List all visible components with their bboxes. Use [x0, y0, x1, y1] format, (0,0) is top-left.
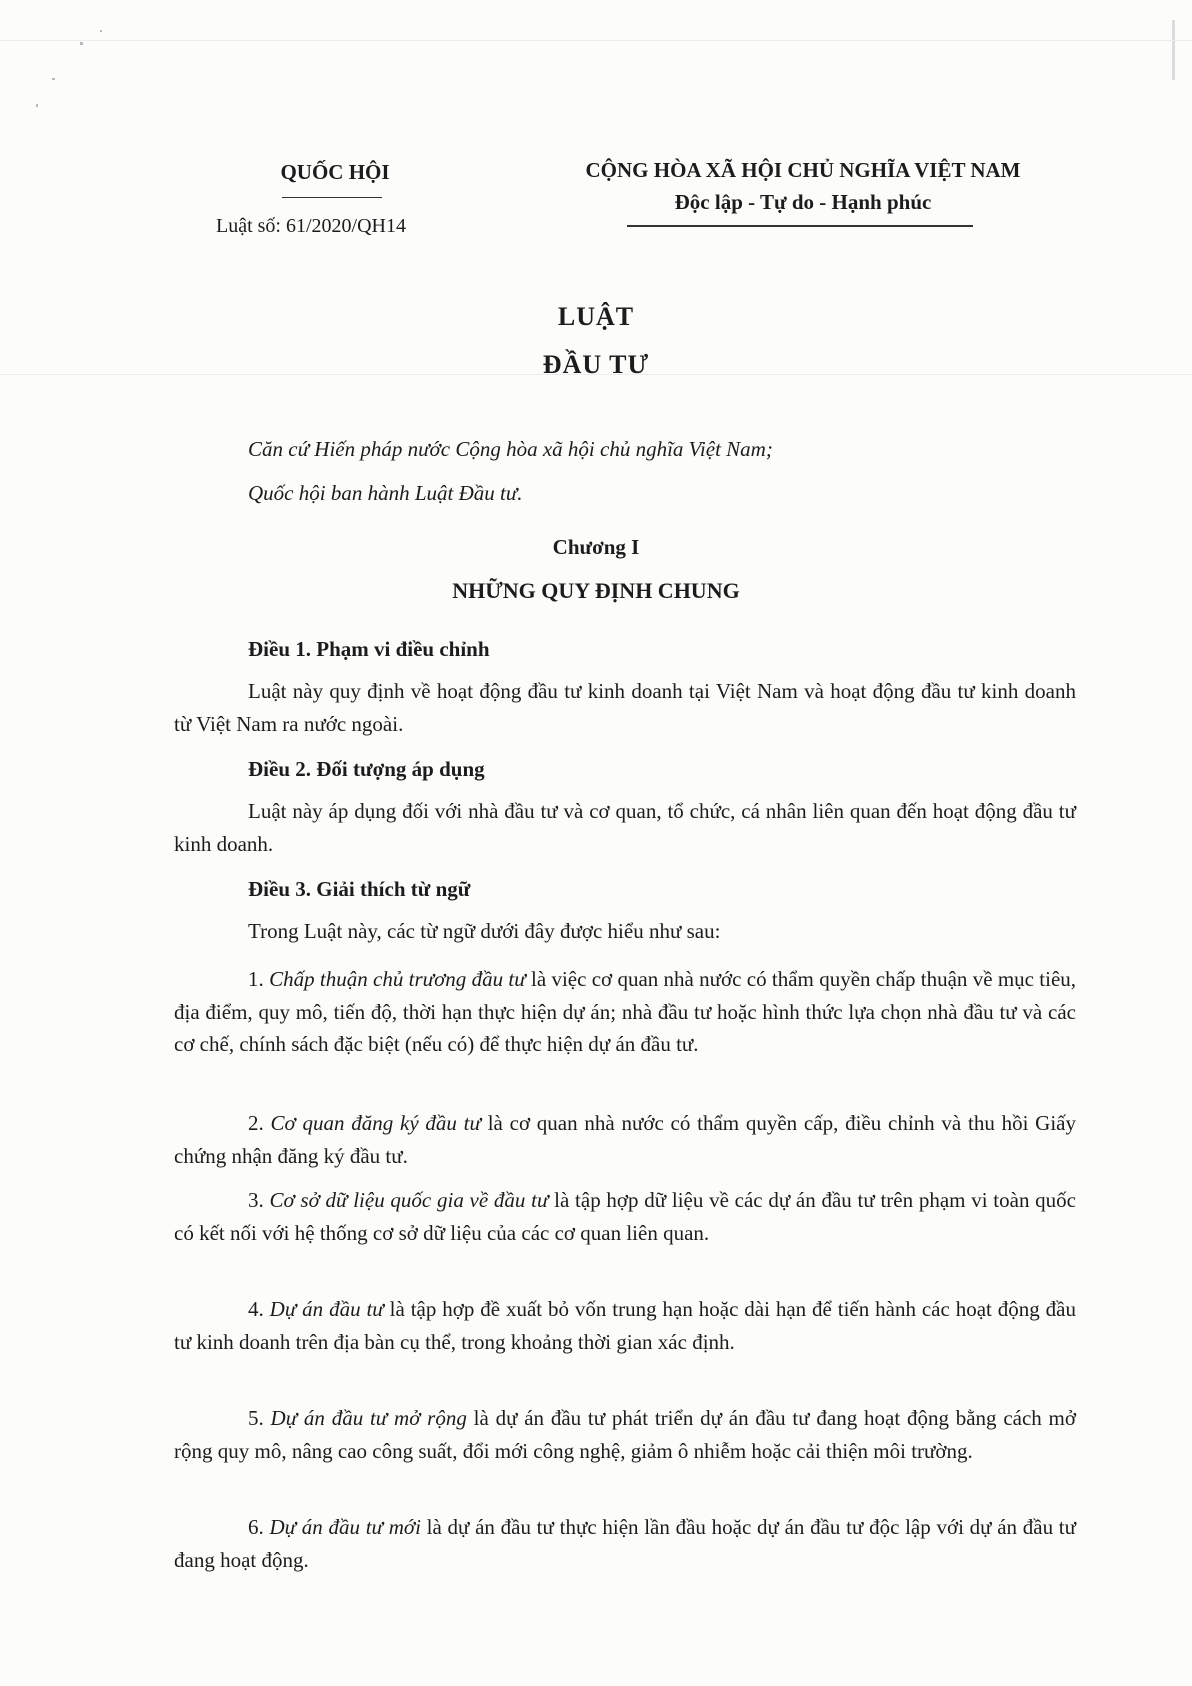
definition-text: là cơ quan nhà nước có thẩm quyền cấp, điều chỉnh và thu hồi Giấy chứng nhận đăng ký đầu tư.: [174, 1111, 1076, 1168]
scan-speck: [1172, 20, 1175, 80]
definition-item: [174, 1293, 1076, 1358]
definition-number: 6.: [248, 1515, 270, 1539]
issuing-agency: QUỐC HỘI: [280, 160, 390, 184]
definition-text: là dự án đầu tư phát triển dự án đầu tư đang hoạt động bằng cách mở rộng quy mô, nâng cao công suất, đổi mới công nghệ, giảm ô nhiễm hoặc cải thiện môi trường.: [174, 1406, 1076, 1463]
article-text: Luật này quy định về hoạt động đầu tư kinh doanh tại Việt Nam và hoạt động đầu tư kinh doanh từ Việt Nam ra nước ngoài.: [174, 679, 1076, 736]
definition-text: là dự án đầu tư thực hiện lần đầu hoặc dự án đầu tư độc lập với dự án đầu tư đang hoạt động.: [174, 1515, 1076, 1572]
article-intro: Trong Luật này, các từ ngữ dưới đây được hiểu như sau:: [248, 919, 721, 943]
preamble-line: Căn cứ Hiến pháp nước Cộng hòa xã hội chủ nghĩa Việt Nam;: [248, 437, 773, 461]
definition-item: [174, 1402, 1076, 1467]
chapter-number: Chương I: [552, 535, 640, 559]
scan-line: [0, 40, 1192, 41]
definition-item: [174, 1107, 1076, 1172]
definition-number: 3.: [248, 1188, 270, 1212]
definition-number: 4.: [248, 1297, 270, 1321]
definition-term: Dự án đầu tư mở rộng: [270, 1406, 467, 1430]
scan-speck: [80, 42, 83, 45]
article-text: Luật này áp dụng đối với nhà đầu tư và cơ quan, tổ chức, cá nhân liên quan đến hoạt động đầu tư kinh doanh.: [174, 799, 1076, 856]
article-heading: Điều 2. Đối tượng áp dụng: [248, 757, 485, 781]
article-heading: Điều 3. Giải thích từ ngữ: [248, 877, 471, 901]
chapter-name: NHỮNG QUY ĐỊNH CHUNG: [452, 578, 740, 603]
definition-term: Dự án đầu tư mới: [269, 1515, 421, 1539]
definition-number: 1.: [248, 967, 270, 991]
definition-number: 5.: [248, 1406, 271, 1430]
definition-text: là tập hợp đề xuất bỏ vốn trung hạn hoặc dài hạn để tiến hành các hoạt động đầu tư kinh doanh trên địa bàn cụ thể, trong khoảng thời gian xác định.: [174, 1297, 1076, 1354]
definition-term: Cơ sở dữ liệu quốc gia về đầu tư: [269, 1188, 549, 1212]
law-number: Luật số: 61/2020/QH14: [216, 215, 406, 237]
definition-term: Cơ quan đăng ký đầu tư: [270, 1111, 481, 1135]
definition-number: 2.: [248, 1111, 271, 1135]
scan-speck: [36, 104, 38, 107]
preamble-line: Quốc hội ban hành Luật Đầu tư.: [248, 481, 523, 505]
definition-item: [174, 963, 1076, 1061]
motto-underline: [627, 225, 973, 227]
scan-speck: [100, 30, 102, 32]
definition-text: là việc cơ quan nhà nước có thẩm quyền chấp thuận về mục tiêu, địa điểm, quy mô, tiến độ, thời hạn thực hiện dự án; nhà đầu tư hoặc hình thức lựa chọn nhà đầu tư và các cơ chế, chính sách đặc biệt (nếu có) để thực hiện dự án đầu tư.: [174, 967, 1077, 1056]
scan-speck: [52, 78, 55, 80]
agency-underline: [282, 197, 382, 198]
national-motto: Độc lập - Tự do - Hạnh phúc: [674, 190, 932, 214]
document-type: LUẬT: [557, 302, 635, 331]
definition-term: Chấp thuận chủ trương đầu tư: [269, 967, 526, 991]
national-title: CỘNG HÒA XÃ HỘI CHỦ NGHĨA VIỆT NAM: [585, 158, 1021, 182]
document-title: ĐẦU TƯ: [542, 350, 650, 379]
definition-item: [174, 1184, 1076, 1249]
article-heading: Điều 1. Phạm vi điều chỉnh: [248, 637, 490, 661]
definition-item: [174, 1511, 1076, 1576]
definition-text: là tập hợp dữ liệu về các dự án đầu tư trên phạm vi toàn quốc có kết nối với hệ thống cơ sở dữ liệu của các cơ quan liên quan.: [174, 1188, 1077, 1245]
definition-term: Dự án đầu tư: [269, 1297, 384, 1321]
